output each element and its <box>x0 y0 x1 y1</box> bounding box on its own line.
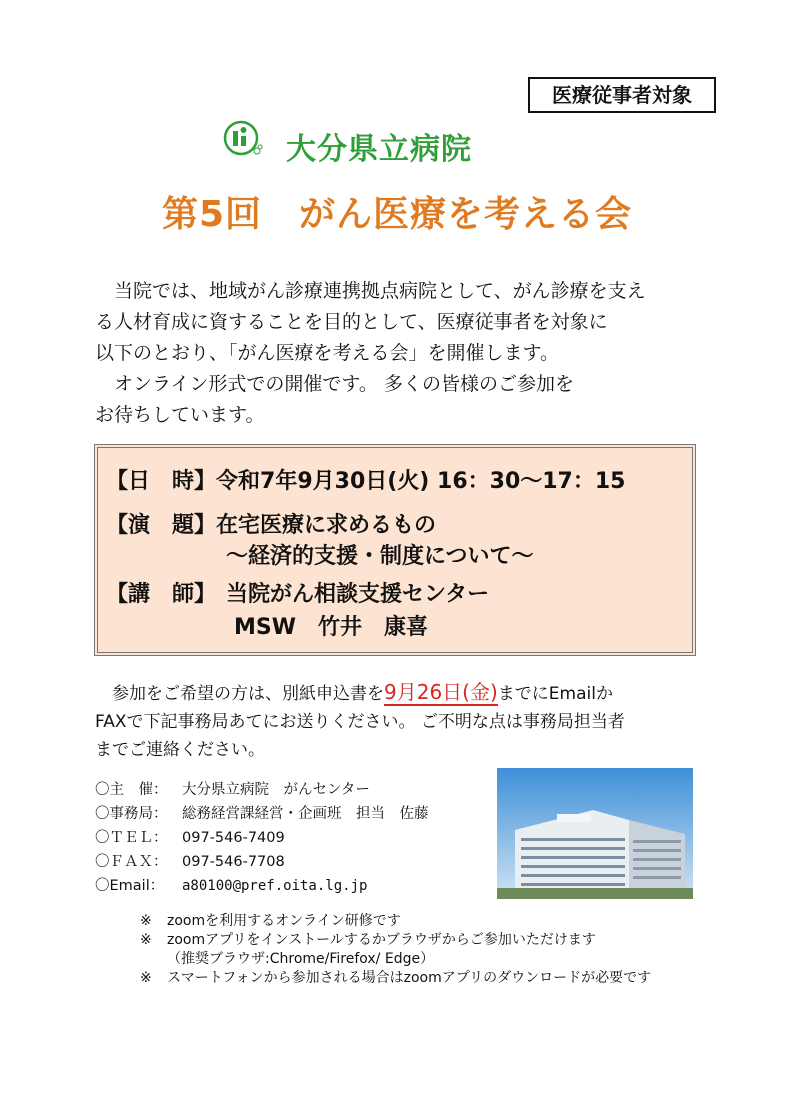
email-label: 〇Email： <box>95 878 165 894</box>
fax-label: 〇ＦＡＸ： <box>95 854 168 870</box>
intro-line: 以下のとおり、「がん医療を考える会」を開催します。 <box>95 342 559 364</box>
note-item <box>140 950 651 969</box>
note-mark: ※ <box>140 932 152 948</box>
intro-line: オンライン形式での開催です。 多くの皆様のご参加を <box>114 373 574 395</box>
datetime-value: 令和7年9月30日(火) 16：30～17：15 <box>216 469 626 494</box>
application-line <box>95 678 625 708</box>
organizer-value: 大分県立病院 がんセンター <box>182 782 370 798</box>
intro-line: 当院では、地域がん診療連携拠点病院として、がん診療を支え <box>114 280 646 302</box>
topic-row <box>106 508 436 539</box>
event-title: 第5回 がん医療を考える会 <box>161 194 633 235</box>
tel-row <box>95 826 429 850</box>
secretariat-label: 〇事務局： <box>95 806 168 822</box>
contact-info-list <box>95 778 429 898</box>
note-item <box>140 912 651 931</box>
audience-badge: 医療従事者対象 <box>528 77 716 113</box>
note-mark: ※ <box>140 970 152 986</box>
note-mark: ※ <box>140 913 152 929</box>
notes-list <box>140 912 651 988</box>
email-row <box>95 874 429 898</box>
lecturer-row <box>106 577 489 608</box>
application-line: FAXで下記事務局あてにお送りください。 ご不明な点は事務局担当者 <box>95 712 625 732</box>
event-details-box <box>97 447 693 653</box>
organizer-label: 〇主 催： <box>95 782 168 798</box>
secretariat-row <box>95 802 429 826</box>
topic-value: 在宅医療に求めるもの <box>216 513 437 538</box>
organizer-row <box>95 778 429 802</box>
topic-subtitle: ～経済的支援・制度について～ <box>226 544 534 569</box>
intro-line: る人材育成に資することを目的として、医療従事者を対象に <box>95 311 608 333</box>
email-link[interactable]: a80100@pref.oita.lg.jp <box>182 878 368 894</box>
datetime-row <box>106 464 625 495</box>
intro-text <box>95 276 646 431</box>
hospital-building-photo <box>497 768 693 899</box>
note-item <box>140 969 651 988</box>
hospital-name: 大分県立病院 <box>286 132 472 167</box>
intro-line: お待ちしています。 <box>95 404 265 426</box>
application-line: までご連絡ください。 <box>95 740 265 760</box>
hospital-logo-icon <box>222 118 264 160</box>
application-text-before: 参加をご希望の方は、別紙申込書を <box>112 684 384 704</box>
topic-label: 【演 題】 <box>106 513 217 538</box>
datetime-label: 【日 時】 <box>106 469 217 494</box>
application-text <box>95 678 625 764</box>
tel-value: 097-546-7409 <box>182 830 285 846</box>
fax-row <box>95 850 429 874</box>
note-text: zoomアプリをインストールするかブラウザからご参加いただけます <box>167 932 596 948</box>
note-item <box>140 931 651 950</box>
application-text-after: までにEmailか <box>497 684 613 704</box>
note-text: スマートフォンから参加される場合はzoomアプリのダウンロードが必要です <box>167 970 652 986</box>
fax-value: 097-546-7708 <box>182 854 285 870</box>
tel-label: 〇ＴＥＬ： <box>95 830 168 846</box>
secretariat-value: 総務経営課経営・企画班 担当 佐藤 <box>182 806 429 822</box>
lecturer-label: 【講 師】 <box>106 582 217 607</box>
note-text: （推奨ブラウザ:Chrome/Firefox/ Edge） <box>167 951 435 967</box>
lecturer-org: 当院がん相談支援センター <box>226 582 490 607</box>
deadline-date: 9月26日(金) <box>384 680 498 704</box>
note-text: zoomを利用するオンライン研修です <box>167 913 401 929</box>
lecturer-name: MSW 竹井 康喜 <box>234 615 429 640</box>
